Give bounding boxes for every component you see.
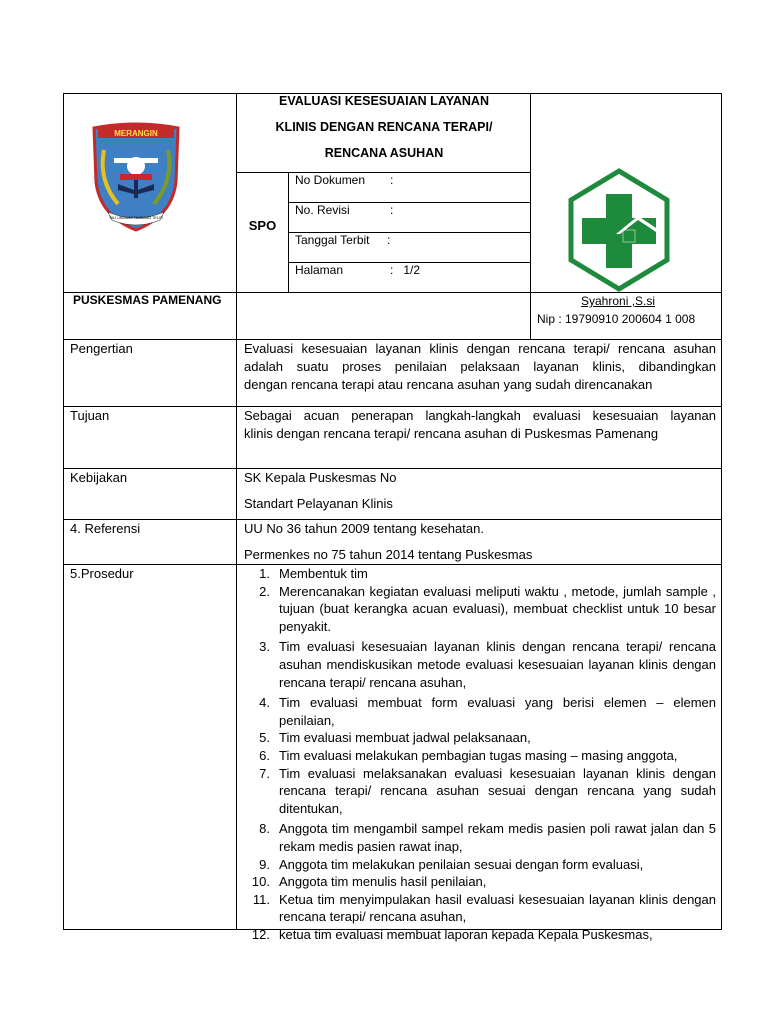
field-no-dokumen-label: No Dokumen — [295, 173, 366, 187]
prosedur-label: 5.Prosedur — [70, 566, 134, 581]
prosedur-list — [245, 565, 716, 943]
prosedur-item-num: 3. — [259, 639, 270, 655]
prosedur-item-num: 5. — [259, 730, 270, 746]
prosedur-item — [245, 638, 716, 691]
puskesmas-logo — [566, 168, 672, 292]
pengertian-text — [244, 340, 716, 394]
prosedur-item-num: 6. — [259, 747, 270, 763]
table-border-left — [63, 93, 64, 930]
spo-label: SPO — [248, 218, 277, 233]
prosedur-item — [245, 891, 716, 926]
prosedur-item-num: 12. — [251, 926, 270, 942]
prosedur-item-num: 10. — [251, 874, 270, 890]
prosedur-item — [245, 729, 716, 747]
field-tanggal-terbit-label: Tanggal Terbit — [295, 233, 370, 247]
title-line-3: RENCANA ASUHAN — [324, 146, 444, 160]
title-line-2: KLINIS DENGAN RENCANA TERAPI/ — [275, 120, 493, 134]
pengertian-line-3: dengan rencana terapi atau rencana asuhan yang sudah direncanakan — [244, 377, 653, 392]
prosedur-item — [245, 583, 716, 636]
merangin-logo — [88, 120, 184, 232]
prosedur-item-num: 8. — [259, 821, 270, 837]
prosedur-item — [245, 873, 716, 891]
prosedur-item-text: Tim evaluasi melakukan pembagian tugas masing – masing anggota, — [279, 747, 678, 763]
prosedur-item — [245, 694, 716, 729]
logo-motto-text: TALI UNDANG TAMBANG TELITI — [108, 216, 164, 220]
signatory-nip: Nip : 19790910 200604 1 008 — [537, 312, 696, 326]
field-halaman-label: Halaman — [295, 263, 344, 277]
prosedur-item-text: Membentuk tim — [279, 566, 368, 581]
pengertian-label: Pengertian — [70, 341, 133, 356]
title-bottom-line — [236, 172, 531, 173]
signatory-name: Syahroni ,S.si — [581, 294, 656, 308]
tujuan-line-1: Sebagai acuan penerapan langkah-langkah evaluasi kesesuaian layanan — [244, 408, 716, 423]
prosedur-item-text: Anggota tim menulis hasil penilaian, — [279, 874, 487, 890]
field-halaman-value: : 1/2 — [390, 263, 421, 277]
prosedur-item — [245, 856, 716, 874]
logo-title-text: MERANGIN — [114, 129, 158, 138]
prosedur-item-text: Tim evaluasi membuat jadwal pelaksanaan, — [279, 730, 531, 746]
prosedur-item-text: ketua tim evaluasi membuat laporan kepada Kepala Puskesmas, — [279, 926, 653, 942]
field-tanggal-terbit-value: : — [387, 233, 391, 247]
prosedur-item-text: Anggota tim mengambil sampel rekam medis pasien poli rawat jalan dan 5 rekam medis pasien rawat inap, — [279, 821, 716, 854]
prosedur-item — [245, 820, 716, 855]
kebijakan-label: Kebijakan — [70, 470, 128, 485]
referensi-label: 4. Referensi — [70, 521, 141, 536]
prosedur-item-text: Tim evaluasi membuat form evaluasi yang berisi elemen – elemen penilaian, — [279, 695, 716, 728]
pengertian-line-1: Evaluasi kesesuaian layanan klinis dengan rencana terapi/ rencana asuhan — [244, 341, 716, 356]
kebijakan-line-1: SK Kepala Puskesmas No — [244, 470, 397, 485]
prosedur-item-num: 11. — [252, 891, 270, 907]
referensi-line-1: UU No 36 tahun 2009 tentang kesehatan. — [244, 521, 484, 536]
table-border-right — [721, 93, 722, 930]
field-no-dokumen-value: : — [390, 173, 394, 187]
field-no-revisi-label: No. Revisi — [295, 203, 350, 217]
document-title — [237, 93, 531, 166]
prosedur-item — [245, 565, 716, 583]
prosedur-item-text: Tim evaluasi kesesuaian layanan klinis dengan rencana terapi/ rencana asuhan mendiskusikan metode evaluasi kesesuaian layanan klinis dengan rencana terapi/ rencana asuhan, — [279, 639, 716, 690]
prosedur-item — [245, 765, 716, 818]
prosedur-item-num: 4. — [259, 695, 270, 711]
institution-name: PUSKESMAS PAMENANG — [73, 293, 222, 307]
prosedur-item-text: Merencanakan kegiatan evaluasi meliputi waktu , metode, jumlah sample , tujuan (buat kerangka acuan evaluasi), membuat checklist untuk 10 besar penyakit. — [279, 583, 716, 634]
prosedur-item-text: Tim evaluasi melaksanakan evaluasi kesesuaian layanan klinis dengan rencana terapi/ rencana asuhan sesuai dengan rencana yang sudah ditentukan, — [279, 765, 716, 816]
prosedur-item-text: Ketua tim menyimpulakan hasil evaluasi kesesuaian layanan klinis dengan rencana terapi/ rencana asuhan, — [279, 891, 716, 925]
pengertian-line-2: adalah suatu proses penilaian pelaksaan layanan klinis, dibandingkan — [244, 359, 716, 374]
tujuan-text — [244, 407, 716, 443]
tujuan-line-2: klinis dengan rencana terapi/ rencana asuhan di Puskesmas Pamenang — [244, 426, 659, 441]
tujuan-label: Tujuan — [70, 408, 110, 423]
prosedur-item-num: 7. — [259, 765, 270, 781]
field-no-revisi-value: : — [390, 203, 394, 217]
prosedur-item — [245, 747, 716, 765]
prosedur-item-num: 1. — [259, 566, 270, 581]
prosedur-item — [245, 926, 716, 944]
title-line-1: EVALUASI KESESUAIAN LAYANAN — [279, 94, 489, 108]
prosedur-item-text: Anggota tim melakukan penilaian sesuai dengan form evaluasi, — [279, 856, 644, 872]
referensi-line-2: Permenkes no 75 tahun 2014 tentang Puskesmas — [244, 547, 533, 562]
prosedur-item-num: 9. — [259, 856, 270, 872]
prosedur-item-num: 2. — [259, 583, 270, 599]
kebijakan-line-2: Standart Pelayanan Klinis — [244, 496, 393, 511]
